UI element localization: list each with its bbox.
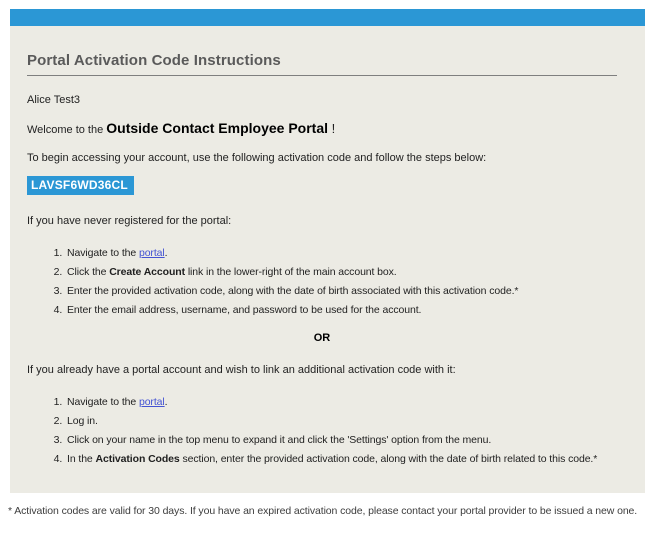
text: section, enter the provided activation code, along with the date of birth related to this code.* (179, 453, 598, 465)
recipient-name: Alice Test3 (27, 94, 80, 106)
text: . (164, 396, 168, 408)
text: . (164, 247, 168, 259)
text: Navigate to the (67, 396, 139, 408)
intro-text: To begin accessing your account, use the following activation code and follow the steps below: (27, 152, 487, 164)
welcome-line (27, 120, 627, 136)
list-item (65, 415, 627, 427)
portal-link[interactable]: portal (138, 396, 165, 408)
new-user-lead: If you have never registered for the portal: (27, 215, 232, 227)
list-item (65, 434, 627, 446)
or-separator: OR (313, 332, 331, 344)
text: link in the lower-right of the main account box. (185, 266, 397, 278)
header-accent-bar (10, 9, 645, 26)
expiry-footnote: * Activation codes are valid for 30 days. If you have an expired activation code, please contact your portal provider to be issued a new one. (8, 505, 638, 517)
list-item (65, 304, 627, 316)
page-title: Portal Activation Code Instructions (27, 52, 281, 69)
portal-link[interactable]: portal (138, 247, 165, 259)
list-item (65, 453, 627, 465)
text: Enter the email address, username, and password to be used for the account. (67, 304, 422, 316)
existing-user-steps (27, 396, 627, 465)
text: Click the (67, 266, 110, 278)
title-divider (27, 75, 617, 76)
bold-text: Create Account (109, 266, 185, 278)
portal-name: Outside Contact Employee Portal (106, 120, 328, 136)
text: In the (67, 453, 96, 465)
text: Enter the provided activation code, along with the date of birth associated with this activation code.* (67, 285, 519, 297)
existing-user-lead: If you already have a portal account and wish to link an additional activation code with it: (27, 364, 456, 376)
list-item (65, 396, 627, 408)
list-item (65, 247, 627, 259)
text: Navigate to the (67, 247, 139, 259)
bold-text: Activation Codes (95, 453, 180, 465)
welcome-prefix: Welcome to the (27, 124, 107, 136)
list-item (65, 285, 627, 297)
list-item (65, 266, 627, 278)
welcome-suffix: ! (328, 121, 336, 136)
text: Log in. (67, 415, 98, 427)
activation-code: LAVSF6WD36CL (27, 176, 134, 195)
email-body-panel (10, 26, 645, 493)
text: Click on your name in the top menu to expand it and click the 'Settings' option from the menu. (67, 434, 492, 446)
new-user-steps (27, 247, 627, 316)
